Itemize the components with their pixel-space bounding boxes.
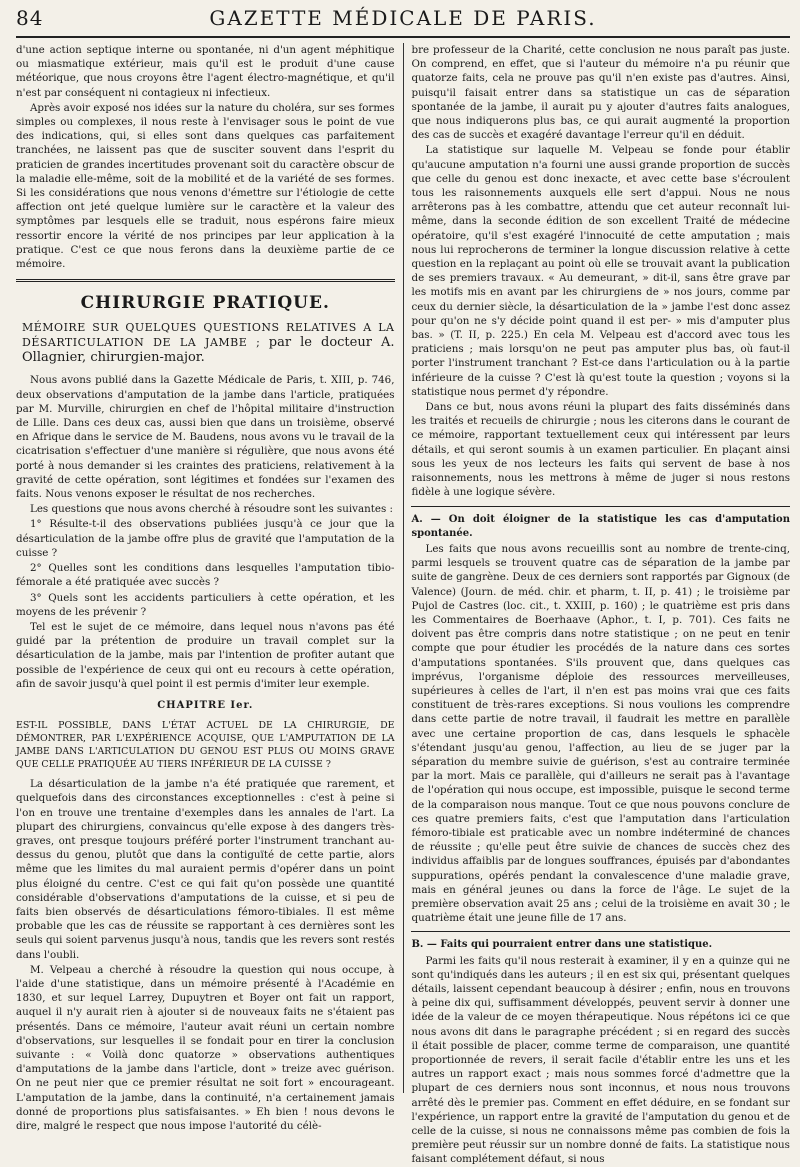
journal-title: GAZETTE MÉDICALE DE PARIS. xyxy=(209,6,597,30)
paragraph: M. Velpeau a cherché à résoudre la question qui nous occupe, à l'aide d'une statistique, dans un mémoire présenté à l'Académie en 1830, et sur lequel Larrey, Dupuytren et Boyer ont fait un rapport, auquel il n'y aurait rien à ajouter si de nouveaux faits ne s'étaient pas présentés. Dans ce mémoire, l'auteur avait réuni un certain nombre d'observations, sur lesquelles il se fondait pour en tirer la conclusion suivante : « Voilà donc quatorze » observations authentiques d'amputations de la jambe dans l'article, dont » treize avec guérison. On ne peut nier que ce premier résultat ne soit fort » encourageant. L'amputation de la jambe, dans la continuité, n'a certainement jamais donné de proportions plus satisfaisantes. » Eh bien ! nous devons le dire, malgré le respect que nous impose l'autorité du célè- xyxy=(16,963,395,1132)
chapter-question: EST-IL POSSIBLE, DANS L'ÉTAT ACTUEL DE LA CHIRURGIE, DE DÉMONTRER, PAR L'EXPÉRIENCE ACQUISE, QUE L'AMPUTATION DE LA JAMBE DANS L'ARTICULATION DU GENOU EST PLUS OU MOINS GRAVE QUE CELLE PRATIQUÉE AU TIERS INFÉRIEUR DE LA CUISSE ? xyxy=(16,720,395,771)
divider xyxy=(411,931,790,932)
paragraph: La désarticulation de la jambe n'a été pratiquée que rarement, et quelquefois dans des circonstances exceptionnelles : c'est à peine si l'on en trouve une trentaine d'exemples dans les annales de l'art. La plupart des chirurgiens, convaincus qu'elle expose à des dangers très-graves, ont presque toujours préféré porter l'instrument tranchant au-dessus du genou, plutôt que dans la contiguïté de cette partie, alors même que les limites du mal auraient permis d'opérer dans un point plus éloigné du centre. C'est ce qui fait qu'on possède une quantité considérable d'observations d'amputations de la cuisse, et si peu de faits bien observés de désarticulations fémoro-tibiales. Il est même probable que les cas de réussite se rapportant à ces dernières sont les seuls qui soient parvenus jusqu'à nous, tandis que les revers sont restés dans l'oubli. xyxy=(16,778,395,961)
paragraph: Les faits que nous avons recueillis sont au nombre de trente-cinq, parmi lesquels se trouvent quatre cas de séparation de la jambe par suite de gangrène. Deux de ces derniers sont rapportés par Gignoux (de Valence) (Journ. de méd. chir. et pharm, t. II, p. 41) ; le troisième par Pujol de Castres (loc. cit., t. XXIII, p. 160) ; le quatrième est pris dans les Commentaires de Boerhaave (Aphor., t. I, p. 701). Ces faits ne doivent pas être compris dans notre statistique ; on ne peut en tenir compte que pour étudier les procédés de la nature dans ces sortes d'amputations spontanées. S'ils prouvent que, dans quelques cas imprévus, l'organisme déploie des ressources merveilleuses, supérieures à celles de l'art, il n'en est pas moins vrai que ces faits constituent de très-rares exceptions. Si nous voulions les comprendre dans cette partie de notre travail, il faudrait les mettre en parallèle avec une certaine proportion de cas, dans lesquels le sphacèle s'étendant jusqu'au genou, l'affection, au lieu de se juger par la séparation du membre suivie de guérison, s'est au contraire terminée par la mort. Mais ce parallèle, qui d'ailleurs ne serait pas à l'avantage de l'opération qui nous occupe, est impossible, puisque le second terme de la comparaison nous manque. Tout ce que nous pouvons conclure de ces quatre premiers faits, c'est que l'amputation dans l'articulation fémoro-tibiale est praticable avec un nombre indéterminé de chances de réussite ; qu'elle peut être suivie de chances de succès chez des individus affaiblis par de longues souffrances, épuisés par d'abondantes suppurations, opérés pendant la convalescence d'une maladie grave, mais en général jeunes ou dans la force de l'âge. Le sujet de la première observation avait 25 ans ; celui de la troisième en avait 30 ; le quatrième était une jeune fille de 17 ans. xyxy=(411,542,790,925)
paragraph: Dans ce but, nous avons réuni la plupart des faits disséminés dans les traités et recueils de chirurgie ; nous les citerons dans le courant de ce mémoire, rapportant textuellement ceux qui intéressent par leurs détails, et qui seront soumis à un examen particulier. En plaçant ainsi sous les yeux de nos lecteurs les faits qui servent de base à nos raisonnements, nous les mettrons à même de juger si nous restons fidèle à une logique sévère. xyxy=(411,401,790,499)
divider xyxy=(411,506,790,507)
left-column xyxy=(16,43,395,1132)
chapter-heading: CHAPITRE Ier. xyxy=(157,699,254,711)
paragraph: d'une action septique interne ou spontanée, ni d'un agent méphitique ou miasmatique extérieur, mais qu'il est le produit d'une cause météorique, que nous croyons être l'agent électro-magnétique, et qu'il n'est par conséquent ni contagieux ni infectieux. xyxy=(16,44,395,99)
article-title-main: MÉMOIRE SUR QUELQUES QUESTIONS RELATIVES A LA DÉSARTICULATION DE LA JAMBE ; xyxy=(22,321,395,350)
paragraph: bre professeur de la Charité, cette conclusion ne nous paraît pas juste. On comprend, en effet, que si l'auteur du mémoire n'a pu réunir que quatorze faits, cela ne prouve pas qu'il n'en existe pas d'autres. Ainsi, puisqu'il faisait entrer dans sa statistique un cas de séparation spontanée de la jambe, il aurait pu y ajouter d'autres faits analogues, que nous indiquerons plus bas, ce qui aurait augmenté la proportion des cas de succès et exagéré davantage l'erreur qu'il en déduit. xyxy=(411,44,790,142)
page-header xyxy=(16,6,790,38)
question-2: 2° Quelles sont les conditions dans lesquelles l'amputation tibio-fémorale a été pratiquée avec succès ? xyxy=(16,562,395,589)
paragraph: Après avoir exposé nos idées sur la nature du choléra, sur ses formes simples ou complexes, il nous reste à l'envisager sous le point de vue des indications, qui, si elles sont dans quelques cas parfaitement tranchées, ne laissent pas que de susciter souvent dans l'esprit du praticien de grandes incertitudes provenant soit du caractère obscur de la maladie elle-même, soit de la mobilité et de la variété de ses formes. Si les considérations que nous venons d'émettre sur l'étiologie de cette affection ont jeté quelque lumière sur le caractère et la valeur des symptômes par lesquels elle se traduit, nous espérons faire mieux ressortir encore la vérité de nos principes par leur application à la pratique. C'est ce que nous ferons dans la deuxième partie de ce mémoire. xyxy=(16,101,395,271)
column-rule xyxy=(403,43,404,1093)
paragraph: Tel est le sujet de ce mémoire, dans lequel nous n'avons pas été guidé par la prétention de produire un travail complet sur la désarticulation de la jambe, mais par l'intention de profiter autant que possible de l'expérience de ceux qui ont eu recours à cette opération, afin de savoir jusqu'à quel point il est permis d'imiter leur exemple. xyxy=(16,620,395,690)
subheading-b: B. — Faits qui pourraient entrer dans une statistique. xyxy=(411,939,713,951)
right-column xyxy=(411,43,790,1166)
paragraph: Parmi les faits qu'il nous resterait à examiner, il y en a quinze qui ne sont qu'indiqués dans les auteurs ; il en est six qui, présentant quelques détails, laissent cependant beaucoup à désirer ; enfin, nous en trouvons à peine dix qui, suffisamment développés, peuvent servir à donner une idée de la valeur de ce moyen thérapeutique. Nous répétons ici ce que nous avons dit dans le paragraphe précédent ; si en regard des succès il était possible de placer, comme terme de comparaison, une quantité proportionnée de revers, il serait facile d'établir entre les uns et les autres un rapport exact ; mais nous sommes forcé d'admettre que la plupart de ces derniers nous sont inconnus, et nous nous trouvons arrêté dès le premier pas. Comment en effet déduire, en se fondant sur l'expérience, un rapport entre la gravité de l'amputation du genou et de celle de la cuisse, si nous ne connaissons même pas combien de fois la première peut réussir sur un nombre donné de faits. La statistique nous faisant complétement défaut, si nous xyxy=(411,954,790,1166)
section-title: CHIRURGIE PRATIQUE. xyxy=(80,293,330,314)
columns xyxy=(16,43,790,1166)
question-1: 1° Résulte-t-il des observations publiées jusqu'à ce jour que la désarticulation de la jambe offre plus de gravité que l'amputation de la cuisse ? xyxy=(16,518,395,559)
paragraph: La statistique sur laquelle M. Velpeau se fonde pour établir qu'aucune amputation n'a fourni une aussi grande proportion de succès que celle du genou est donc inexacte, et avec cette base s'écroulent tous les raisonnements auxquels elle sert d'appui. Nous ne nous arrêterons pas à les combattre, attendu que cet auteur reconnaît lui-même, dans la seconde édition de son excellent Traité de médecine opératoire, qu'il s'est exagéré l'innocuité de cette amputation ; mais nous lui reprocherons de terminer la longue discussion relative à cette question en la replaçant au point où elle se trouvait avant la publication de ses premiers travaux. « Au demeurant, » dit-il, sans être grave par les motifs mis en avant par les chirurgiens de » nos jours, comme par ceux du dernier siècle, la désarticulation de la » jambe l'est donc assez pour qu'on ne s'y décide point quand il est per- » mis d'amputer plus bas. » (T. II, p. 225.) En cela M. Velpeau est d'accord avec tous les praticiens ; mais lorsqu'on ne peut pas amputer plus bas, où faut-il porter l'instrument tranchant ? Est-ce dans l'articulation ou à la partie inférieure de la cuisse ? C'est là qu'est toute la question ; voyons si la statistique nous permet d'y répondre. xyxy=(411,144,790,398)
question-3: 3° Quels sont les accidents particuliers à cette opération, et les moyens de les prévenir ? xyxy=(16,591,395,618)
paragraph: Les questions que nous avons cherché à résoudre sont les suivantes : xyxy=(30,503,393,516)
paragraph: Nous avons publié dans la Gazette Médicale de Paris, t. XIII, p. 746, deux observations d'amputation de la jambe dans l'article, pratiquées par M. Murville, chirurgien en chef de l'hôpital militaire d'instruction de Lille. Dans ces deux cas, aussi bien que dans un troisième, observé en Afrique dans le service de M. Baudens, nous avons vu le travail de la cicatrisation s'effectuer d'une manière si régulière, que nous avons été porté à nous demander si les craintes des praticiens, relativement à la gravité de cette opération, sont légitimes et fondées sur l'examen des faits. Nous venons exposer le résultat de nos recherches. xyxy=(16,374,395,501)
article-author: par le docteur A. Ollagnier, chirurgien-major. xyxy=(22,335,395,366)
page-number: 84 xyxy=(16,6,44,30)
article-title xyxy=(22,320,395,365)
section-divider xyxy=(16,279,395,282)
subheading-a: A. — On doit éloigner de la statistique les cas d'amputation spontanée. xyxy=(411,513,790,539)
